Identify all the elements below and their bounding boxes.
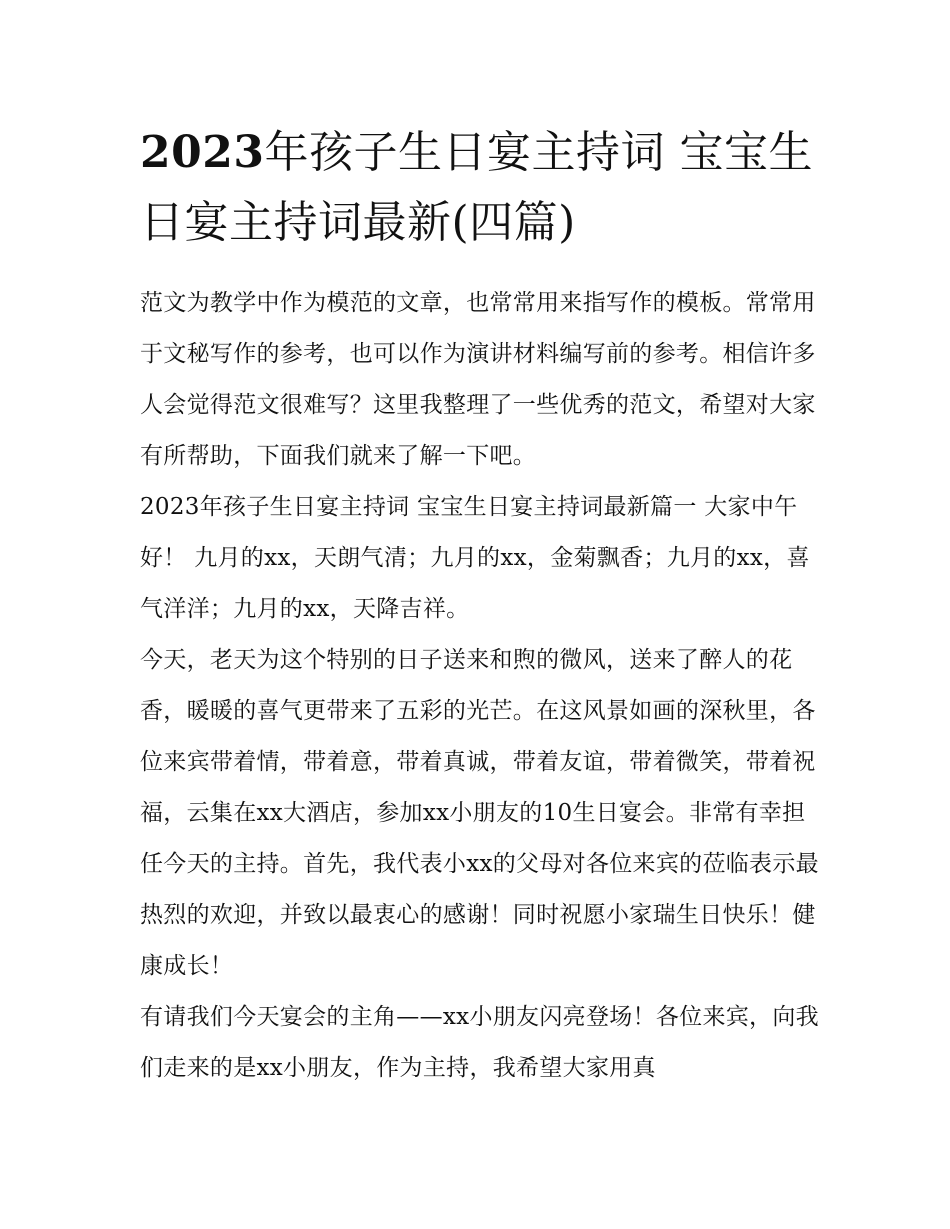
document-title bbox=[140, 118, 820, 258]
paragraph-intro: 范文为教学中作为模范的文章，也常常用来指写作的模板。常常用于文秘写作的参考，也可以作为演讲材料编写前的参考。相信许多人会觉得范文很难写？这里我整理了一些优秀的范文，希望对大家有所帮助，下面我们就来了解一下吧。 bbox=[140, 290, 816, 469]
title-text: 年孩子生日宴主持词 宝宝生日宴主持词最新(四篇) bbox=[140, 127, 813, 248]
document-body bbox=[140, 278, 820, 1094]
paragraph-invitation: 有请我们今天宴会的主角——xx小朋友闪亮登场！各位来宾，向我们走来的是xx小朋友，作为主持，我希望大家用真 bbox=[140, 1004, 819, 1081]
paragraph-welcome: 今天，老天为这个特别的日子送来和煦的微风，送来了醉人的花香，暖暖的喜气更带来了五彩的光芒。在这风景如画的深秋里，各位来宾带着情，带着意，带着真诚，带着友谊，带着微笑，带着祝福，云集在xx大酒店，参加xx小朋友的10生日宴会。非常有幸担任今天的主持。首先，我代表小xx的父母对各位来宾的莅临表示最热烈的欢迎，并致以最衷心的感谢！同时祝愿小家瑞生日快乐！健康成长！ bbox=[140, 647, 819, 979]
title-year: 2023 bbox=[140, 127, 265, 178]
paragraph-greeting: 2023年孩子生日宴主持词 宝宝生日宴主持词最新篇一 大家中午好！ 九月的xx，天朗气清；九月的xx，金菊飘香；九月的xx，喜气洋洋；九月的xx，天降吉祥。 bbox=[140, 494, 810, 622]
